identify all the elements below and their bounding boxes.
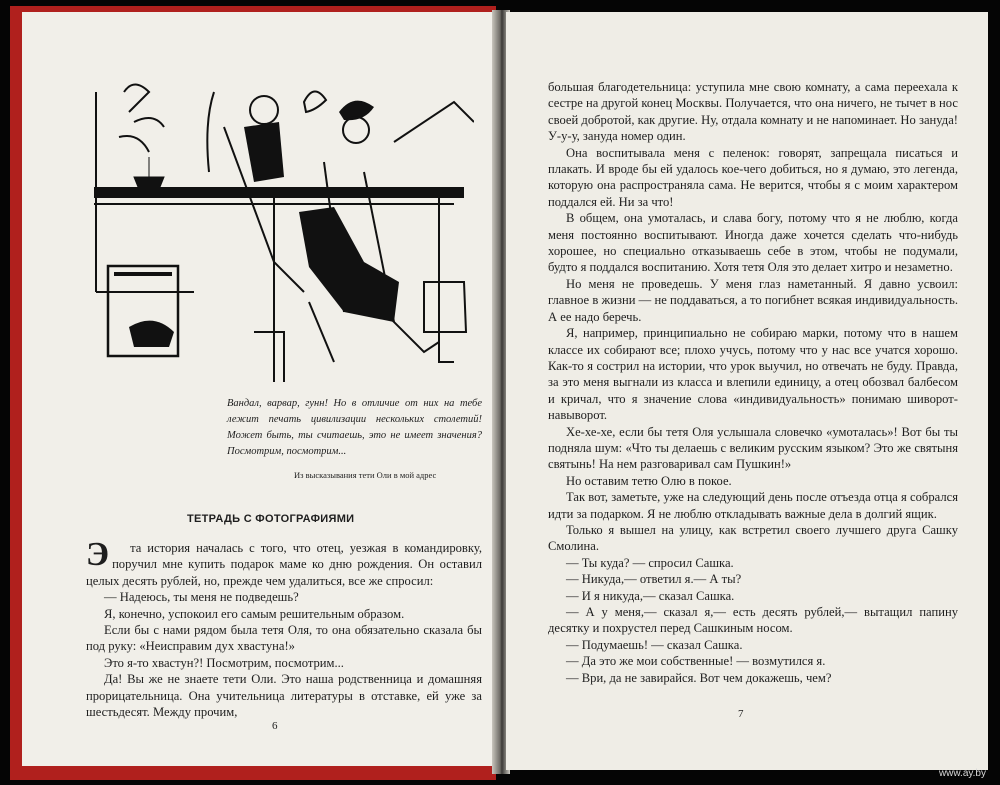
paragraph: В общем, она умоталась, и слава богу, потому что я не люблю, когда меня постоянно воспитывают. Иногда даже хочется сделать что-нибудь хорошее, но специально отказываешь себе в этом, чтобы не подумали, будто я поддался воспитанию. Хотя тетя Оля это делает хитро и незаметно. [548, 211, 958, 275]
paragraph: Так вот, заметьте, уже на следующий день после отъезда отца я собрался идти за подарком. Я не люблю откладывать важные дела в долгий ящик. [548, 490, 958, 521]
epigraph-source: Из высказывания тети Оли в мой адрес [294, 470, 437, 480]
paragraph: Она воспитывала меня с пеленок: говорят, запрещала писаться и плакать. И вроде бы ей удалось кое-чего добиться, но я думаю, это легенда, которую она распространяла сама. Не верится, чтобы я с моим характером поддался ей. Ни за что! [548, 145, 958, 209]
dialogue-line: — Подумаешь! — сказал Сашка. [566, 637, 743, 652]
left-page [22, 12, 496, 766]
first-paragraph: та история началась с того, что отец, уезжая в командировку, поручил мне купить подарок маме ко дню рождения. Он оставил целых десять рублей, но, прежде чем удалиться, все же спросил: [86, 541, 482, 588]
illustration-boy-and-girl [94, 82, 474, 382]
chapter-title: ТЕТРАДЬ С ФОТОГРАФИЯМИ [187, 513, 355, 525]
dialogue-line: — Никуда,— ответил я.— А ты? [566, 572, 742, 587]
paragraph: Если бы с нами рядом была тетя Оля, то она обязательно сказала бы под руку: «Неисправим дух хвастуна!» [86, 623, 482, 654]
paragraph: Это я-то хвастун?! Посмотрим, посмотрим... [104, 655, 344, 670]
paragraph: большая благодетельница: уступила мне свою комнату, а сама переехала к сестре на другой конец Москвы. Получается, что она ничего, не тычет в нос своей добротой, как другие. Ну, отдала комнату и не напоминает. Но зануда! У-у-у, зануда номер один. [548, 80, 958, 144]
paragraph: Только я вышел на улицу, как встретил своего лучшего друга Сашку Смолина. [548, 522, 958, 554]
paragraph: Хе-хе-хе, если бы тетя Оля услышала словечко «умоталась»! Вот бы ты подняла шум: «Что ты делаешь с великим русским языком? Это же святыня святынь! На нем разговаривал сам Пушкин!» [548, 424, 958, 472]
paragraph: Да! Вы же не знаете тети Оли. Это наша родственница и домашняя прорицательница. Она учительница литературы в отставке, ей уже за шестьдесят. Между прочим, [86, 672, 482, 720]
paragraph: Я, конечно, успокоил его самым решительным образом. [104, 606, 405, 621]
dialogue-line: — Ты куда? — спросил Сашка. [566, 555, 734, 570]
paragraph: Но меня не проведешь. У меня глаз наметанный. Я давно усвоил: главное в жизни — не поддаваться, а то погибнет всякая индивидуальность. А ее надо беречь. [548, 276, 958, 324]
paragraph: Но оставим тетю Олю в покое. [566, 473, 732, 488]
dialogue-line: — Да это же мои собственные! — возмутился я. [566, 654, 826, 669]
paragraph: — Надеюсь, ты меня не подведешь? [104, 590, 299, 605]
right-page-text [548, 79, 958, 686]
right-page [506, 12, 988, 770]
drop-cap: Э [86, 536, 110, 573]
page-number-right: 7 [738, 708, 744, 720]
left-page-text [86, 536, 482, 720]
paragraph: Я, например, принципиально не собираю марки, потому что в нашем классе их собирают все; плохо учусь, потому что у нас все учатся хорошо. Как-то я сострил на истории, что урок выучил, но отвечать не буду. Правда, за это меня выгнали из класса и влепили единицу, а отец обозвал балбесом и кричал, что я значение слова «индивидуальность» понимаю шиворот-навыворот. [548, 326, 958, 423]
page-number-left: 6 [272, 720, 278, 732]
watermark: www.ay.by [938, 768, 986, 779]
dialogue-line: — А у меня,— сказал я,— есть десять рублей,— вытащил папину десятку и похрустел перед Сашкиным носом. [548, 605, 958, 636]
epigraph: Вандал, варвар, гунн! Но в отличие от них на тебе лежит печать цивилизации нескольких столетий! Может быть, ты считаешь, это не имеет значения? Посмотрим, посмотрим... [227, 398, 482, 457]
dialogue-line: — Ври, да не завирайся. Вот чем докажешь, чем? [566, 670, 832, 685]
dialogue-line: — И я никуда,— сказал Сашка. [566, 588, 735, 603]
